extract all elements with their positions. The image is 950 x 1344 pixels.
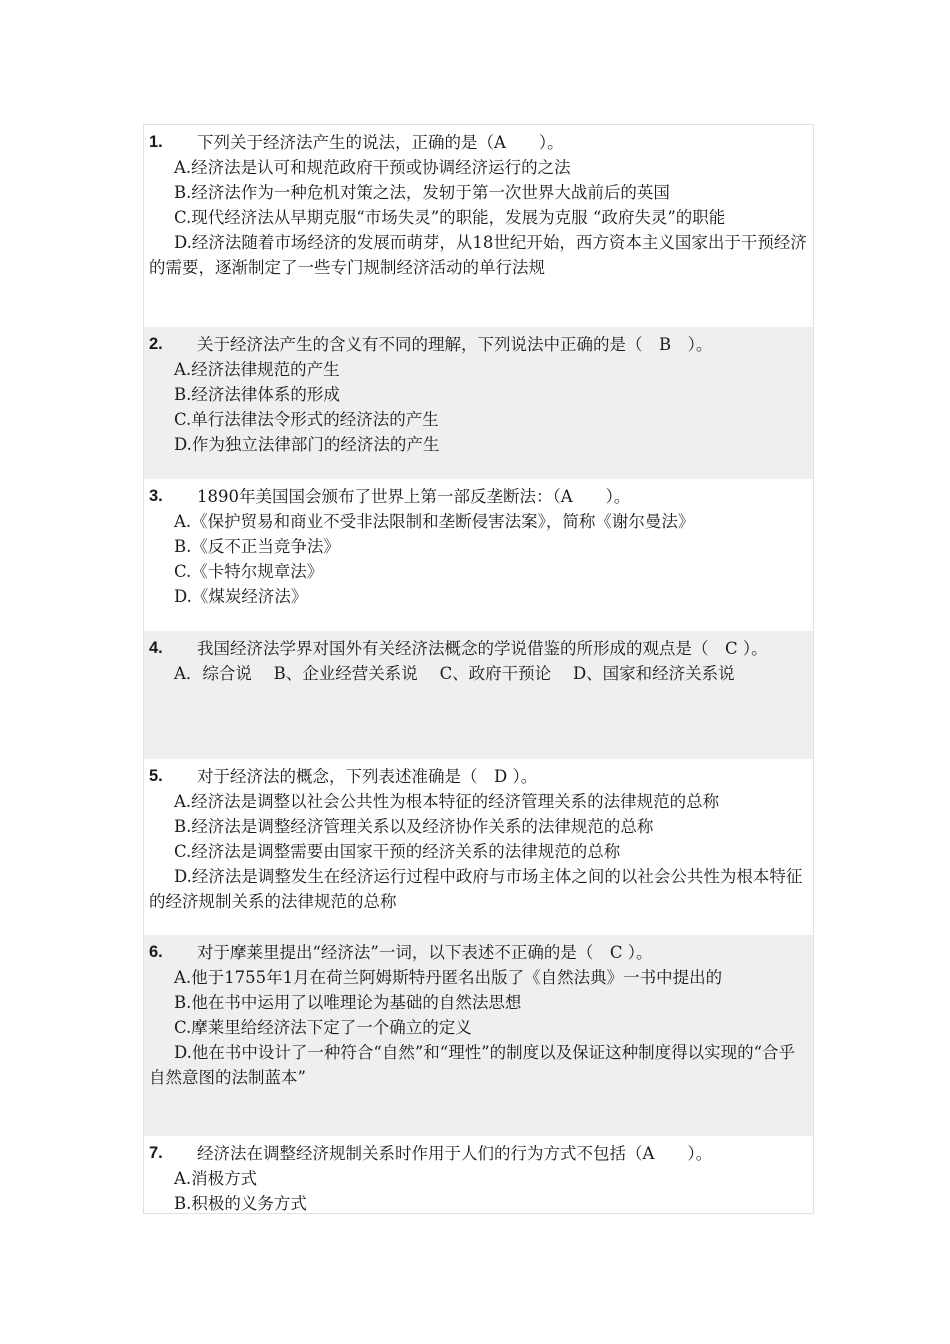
question-list bbox=[143, 124, 814, 1214]
question-number: 4. bbox=[149, 639, 163, 657]
option-d: D.经济法是调整发生在经济运行过程中政府与市场主体之间的以社会公共性为根本特征的经济规制关系的法律规范的总称 bbox=[149, 867, 803, 911]
question-stem bbox=[149, 332, 809, 357]
option-c: C、政府干预论 bbox=[439, 664, 552, 683]
question-2 bbox=[144, 327, 813, 479]
option-c: C.现代经济法从早期克服“市场失灵”的职能，发展为克服 “政府失灵”的职能 bbox=[174, 208, 726, 227]
option-a: A.他于1755年1月在荷兰阿姆斯特丹匿名出版了《自然法典》一书中提出的 bbox=[174, 968, 723, 987]
question-7 bbox=[144, 1136, 813, 1214]
option-a: A.消极方式 bbox=[174, 1169, 258, 1188]
option-c: C.摩莱里给经济法下定了一个确立的定义 bbox=[174, 1018, 472, 1037]
option-b: B.《反不正当竞争法》 bbox=[174, 537, 340, 556]
question-stem bbox=[149, 940, 809, 965]
option-d: D.《煤炭经济法》 bbox=[174, 587, 308, 606]
option-c: C.单行法律法令形式的经济法的产生 bbox=[174, 410, 439, 429]
question-text: 对于摩莱里提出“经济法”一词，以下表述不正确的是（ C ）。 bbox=[197, 943, 653, 962]
option-b: B.经济法律体系的形成 bbox=[174, 385, 340, 404]
question-text: 1890年美国国会颁布了世界上第一部反垄断法：（A ）。 bbox=[197, 487, 631, 506]
question-number: 3. bbox=[149, 487, 163, 505]
question-number: 7. bbox=[149, 1144, 163, 1162]
question-number: 1. bbox=[149, 133, 163, 151]
option-b: B.他在书中运用了以唯理论为基础的自然法思想 bbox=[174, 993, 522, 1012]
question-number: 2. bbox=[149, 335, 163, 353]
option-a: A.经济法律规范的产生 bbox=[174, 360, 340, 379]
question-text: 我国经济法学界对国外有关经济法概念的学说借鉴的所形成的观点是（ C ）。 bbox=[197, 639, 768, 658]
option-b: B.经济法作为一种危机对策之法，发轫于第一次世界大战前后的英国 bbox=[174, 183, 670, 202]
question-number: 6. bbox=[149, 943, 163, 961]
option-d: D.经济法随着市场经济的发展而萌芽，从18世纪开始，西方资本主义国家出于干预经济的需要，逐渐制定了一些专门规制经济活动的单行法规 bbox=[149, 233, 807, 277]
option-c: C.《卡特尔规章法》 bbox=[174, 562, 324, 581]
question-4 bbox=[144, 631, 813, 759]
question-stem bbox=[149, 636, 809, 661]
question-5 bbox=[144, 759, 813, 935]
question-stem bbox=[149, 130, 809, 155]
question-text: 经济法在调整经济规制关系时作用于人们的行为方式不包括（A ）。 bbox=[197, 1144, 713, 1163]
option-c: C.经济法是调整需要由国家干预的经济关系的法律规范的总称 bbox=[174, 842, 621, 861]
question-stem bbox=[149, 484, 809, 509]
option-a: A．综合说 bbox=[174, 664, 252, 683]
question-6 bbox=[144, 935, 813, 1136]
inline-options bbox=[149, 661, 809, 686]
option-a: A.经济法是认可和规范政府干预或协调经济运行的之法 bbox=[174, 158, 571, 177]
option-b: B.经济法是调整经济管理关系以及经济协作关系的法律规范的总称 bbox=[174, 817, 654, 836]
option-a: A.《保护贸易和商业不受非法限制和垄断侵害法案》，简称《谢尔曼法》 bbox=[174, 512, 695, 531]
option-d: D.作为独立法律部门的经济法的产生 bbox=[174, 435, 440, 454]
option-d: D、国家和经济关系说 bbox=[572, 664, 735, 683]
question-text: 对于经济法的概念，下列表述准确是（ D ）。 bbox=[197, 767, 538, 786]
question-3 bbox=[144, 479, 813, 631]
question-1 bbox=[144, 125, 813, 327]
option-d: D.他在书中设计了一种符合“自然”和“理性”的制度以及保证这种制度得以实现的“合乎自然意图的法制蓝本” bbox=[149, 1043, 796, 1087]
option-b: B.积极的义务方式 bbox=[174, 1194, 307, 1213]
option-b: B、企业经营关系说 bbox=[273, 664, 418, 683]
question-stem bbox=[149, 764, 809, 789]
question-number: 5. bbox=[149, 767, 163, 785]
option-a: A.经济法是调整以社会公共性为根本特征的经济管理关系的法律规范的总称 bbox=[174, 792, 720, 811]
question-text: 关于经济法产生的含义有不同的理解，下列说法中正确的是（ B ）。 bbox=[197, 335, 713, 354]
question-text: 下列关于经济法产生的说法，正确的是（A ）。 bbox=[197, 133, 564, 152]
question-stem bbox=[149, 1141, 809, 1166]
